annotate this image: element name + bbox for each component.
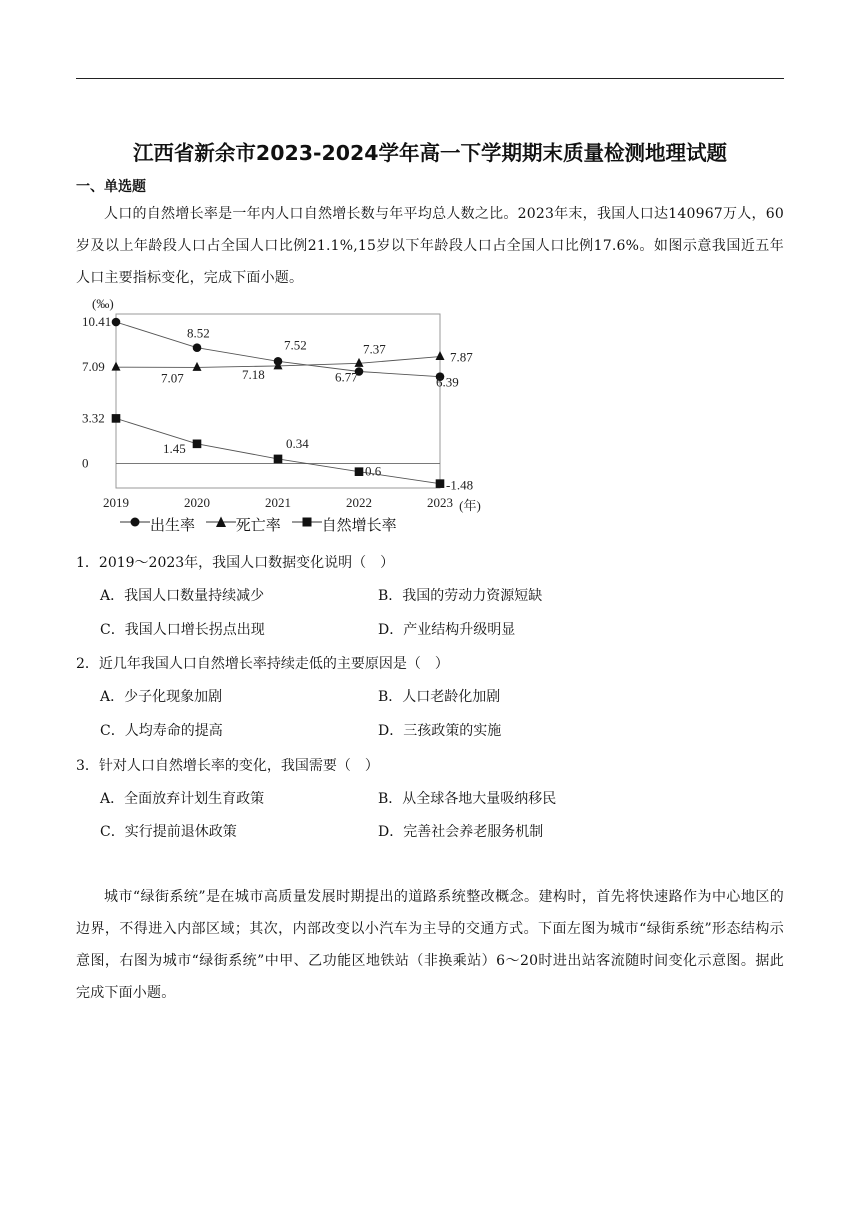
data-point	[355, 358, 364, 367]
x-tick-label: 2022	[346, 495, 372, 510]
legend-natural-growth-rate	[292, 514, 397, 535]
data-label: 7.87	[450, 349, 473, 365]
data-label: 7.52	[284, 337, 307, 353]
section-heading: 一、单选题	[76, 179, 146, 195]
question-2-option-d[interactable]: D．三孩政策的实施	[378, 723, 502, 739]
data-label: 7.07	[161, 370, 184, 386]
data-point	[112, 414, 121, 423]
chart-legend	[120, 514, 397, 535]
data-point	[193, 440, 202, 449]
square-marker-icon	[292, 515, 322, 529]
question-1-option-d[interactable]: D．产业结构升级明显	[378, 622, 516, 638]
question-2-option-a[interactable]: A．少子化现象加剧	[100, 689, 223, 705]
x-tick-label: 2019	[103, 495, 129, 510]
x-tick-label: 2023	[427, 495, 453, 510]
data-label: 7.18	[242, 366, 265, 382]
legend-label: 死亡率	[235, 516, 281, 534]
y-tick-label: 7.09	[82, 359, 105, 375]
question-3-option-b[interactable]: B．从全球各地大量吸纳移民	[378, 791, 557, 807]
data-point	[274, 455, 283, 464]
data-label: 1.45	[163, 440, 186, 456]
question-1-stem: 1．2019～2023年，我国人口数据变化说明（ ）	[76, 555, 395, 571]
data-label: 8.52	[187, 325, 210, 341]
y-tick-label: 10.41	[82, 314, 112, 330]
y-axis-unit: (‰)	[92, 296, 114, 311]
intro-paragraph: 人口的自然增长率是一年内人口自然增长数与年平均总人数之比。2023年末，我国人口达140967万人，60岁及以上年龄段人口占全国人口比例21.1%,15岁以下年龄段人口占全国人口比例17.6%。如图示意我国近五年人口主要指标变化，完成下面小题。	[76, 206, 784, 286]
triangle-marker-icon	[206, 515, 236, 529]
data-label: 6.39	[436, 374, 459, 390]
question-3-stem: 3．针对人口自然增长率的变化，我国需要（ ）	[76, 758, 379, 774]
data-label: 7.37	[363, 341, 386, 357]
y-tick-label: 3.32	[82, 410, 105, 426]
data-label: -1.48	[446, 477, 474, 493]
legend-death-rate	[206, 514, 281, 535]
data-label: 0.6	[365, 463, 382, 479]
data-point	[436, 479, 445, 488]
data-point	[112, 318, 121, 327]
legend-label: 出生率	[150, 516, 196, 534]
question-1-option-b[interactable]: B．我国的劳动力资源短缺	[378, 588, 543, 604]
question-1-option-a[interactable]: A．我国人口数量持续减少	[100, 588, 265, 604]
header-rule	[76, 78, 784, 79]
data-point	[355, 467, 364, 476]
circle-marker-icon	[120, 515, 150, 529]
data-point	[193, 362, 202, 371]
question-3-option-c[interactable]: C．实行提前退休政策	[100, 824, 237, 840]
question-2-option-c[interactable]: C．人均寿命的提高	[100, 723, 223, 739]
second-paragraph: 城市“绿街系统”是在城市高质量发展时期提出的道路系统整改概念。建构时，首先将快速路作为中心地区的边界，不得进入内部区域；其次，内部改变以小汽车为主导的交通方式。下面左图为城市“绿街系统”形态结构示意图，右图为城市“绿街系统”中甲、乙功能区地铁站（非换乘站）6～20时进出站客流随时间变化示意图。据此完成下面小题。	[76, 889, 784, 1001]
question-1-option-c[interactable]: C．我国人口增长拐点出现	[100, 622, 265, 638]
legend-label: 自然增长率	[321, 516, 397, 534]
question-2-option-b[interactable]: B．人口老龄化加剧	[378, 689, 501, 705]
data-point	[112, 362, 121, 371]
x-tick-label: 2020	[184, 495, 210, 510]
legend-birth-rate	[120, 514, 195, 535]
page-title: 江西省新余市2023-2024学年高一下学期期末质量检测地理试题	[132, 141, 728, 165]
data-point	[436, 351, 445, 360]
population-line-chart	[76, 292, 496, 514]
data-point	[193, 343, 202, 352]
data-label: 0.34	[286, 435, 309, 451]
data-label: 6.77	[335, 369, 358, 385]
question-3-option-d[interactable]: D．完善社会养老服务机制	[378, 824, 544, 840]
x-axis-unit: (年)	[459, 498, 481, 513]
question-3-option-a[interactable]: A．全面放弃计划生育政策	[100, 791, 265, 807]
x-tick-label: 2021	[265, 495, 291, 510]
question-2-stem: 2．近几年我国人口自然增长率持续走低的主要原因是（ ）	[76, 656, 449, 672]
y-tick-label: 0	[82, 455, 89, 471]
